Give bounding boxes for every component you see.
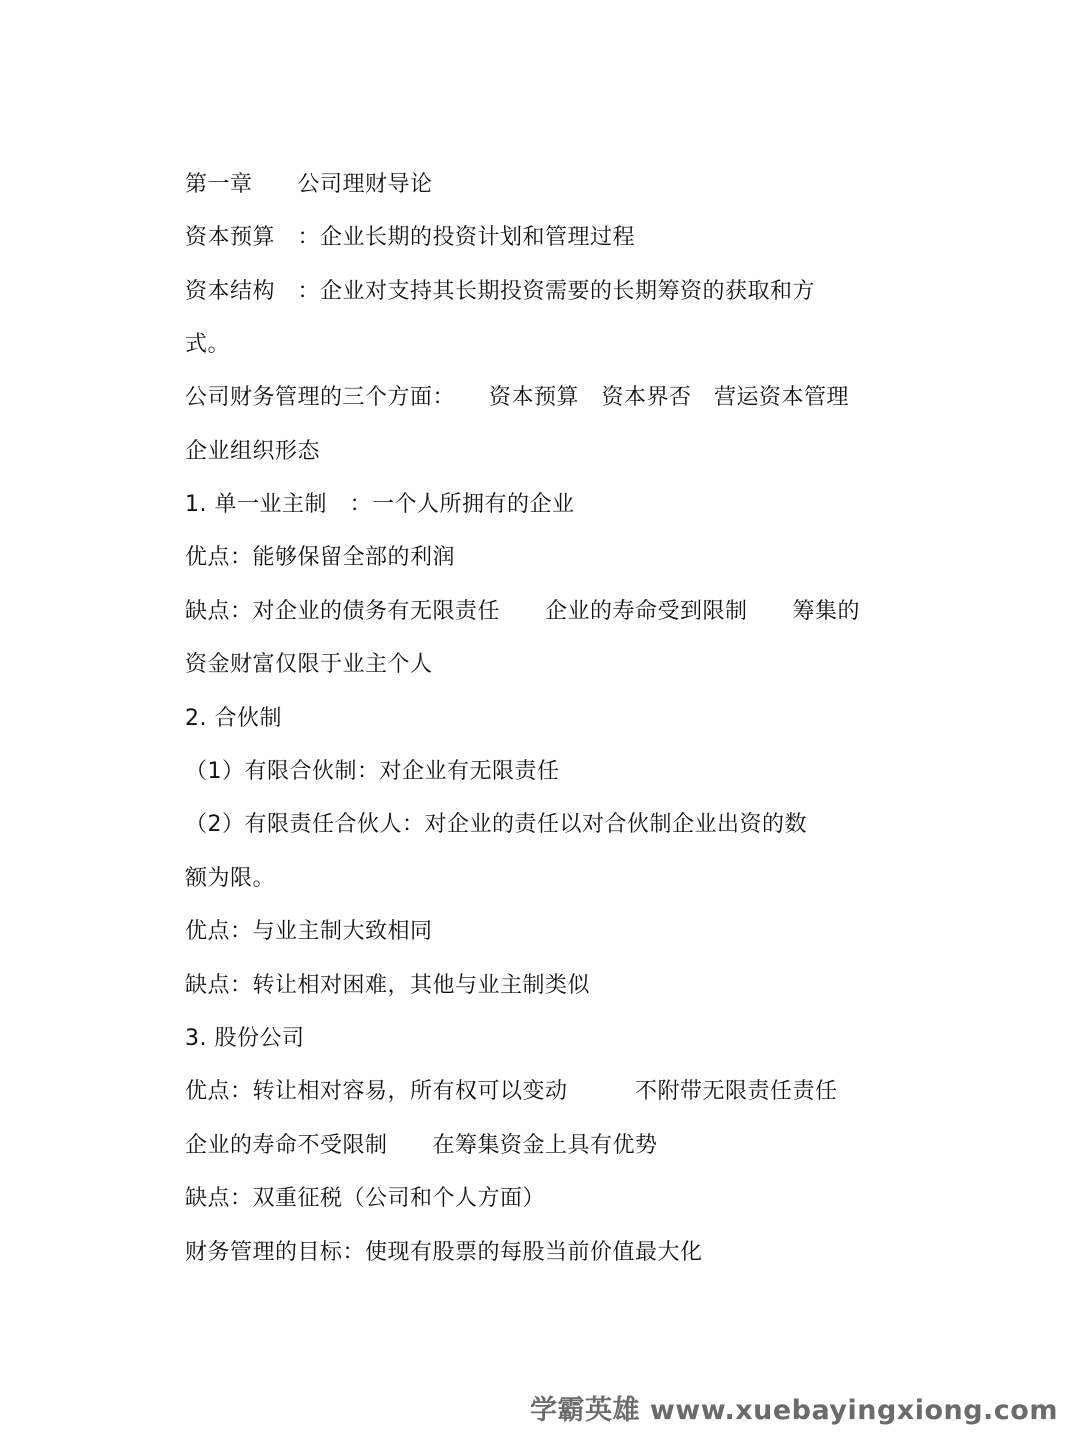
limited-liability-partner-item: （2）有限责任合伙人：对企业的责任以对合伙制企业出资的数	[185, 812, 807, 837]
corporation-advantages: 优点：转让相对容易，所有权可以变动 不附带无限责任责任	[185, 1079, 838, 1104]
sole-proprietorship-disadvantages: 缺点：对企业的债务有无限责任 企业的寿命受到限制 筹集的	[185, 599, 861, 624]
definition-capital-structure: 资本结构 ：企业对支持其长期投资需要的长期筹资的获取和方	[185, 279, 816, 304]
partnership-disadvantages: 缺点：转让相对困难，其他与业主制类似	[185, 973, 591, 998]
corporation-advantages-continued: 企业的寿命不受限制 在筹集资金上具有优势	[185, 1133, 658, 1158]
definition-capital-budgeting: 资本预算 ：企业长期的投资计划和管理过程	[185, 225, 636, 250]
chapter-heading: 第一章 公司理财导论	[185, 172, 433, 197]
section-heading-organization-forms: 企业组织形态	[185, 439, 321, 464]
corporation-heading: 3. 股份公司	[185, 1026, 305, 1051]
three-aspects-line: 公司财务管理的三个方面： 资本预算 资本界否 营运资本管理	[185, 385, 850, 410]
sole-proprietorship-heading: 1. 单一业主制 ：一个人所拥有的企业	[185, 492, 575, 517]
site-watermark: 学霸英雄 www.xuebayingxiong.com	[529, 1395, 1058, 1426]
financial-management-goal: 财务管理的目标：使现有股票的每股当前价值最大化	[185, 1240, 703, 1265]
partnership-advantages: 优点：与业主制大致相同	[185, 919, 433, 944]
partnership-heading: 2. 合伙制	[185, 706, 282, 731]
sole-proprietorship-advantages: 优点：能够保留全部的利润	[185, 545, 456, 570]
limited-partnership-item: （1）有限合伙制：对企业有无限责任	[185, 759, 560, 784]
corporation-disadvantages: 缺点：双重征税（公司和个人方面）	[185, 1186, 546, 1211]
limited-liability-partner-item-continued: 额为限。	[185, 866, 276, 891]
definition-capital-structure-continued: 式。	[185, 332, 231, 357]
sole-proprietorship-disadvantages-continued: 资金财富仅限于业主个人	[185, 652, 433, 677]
